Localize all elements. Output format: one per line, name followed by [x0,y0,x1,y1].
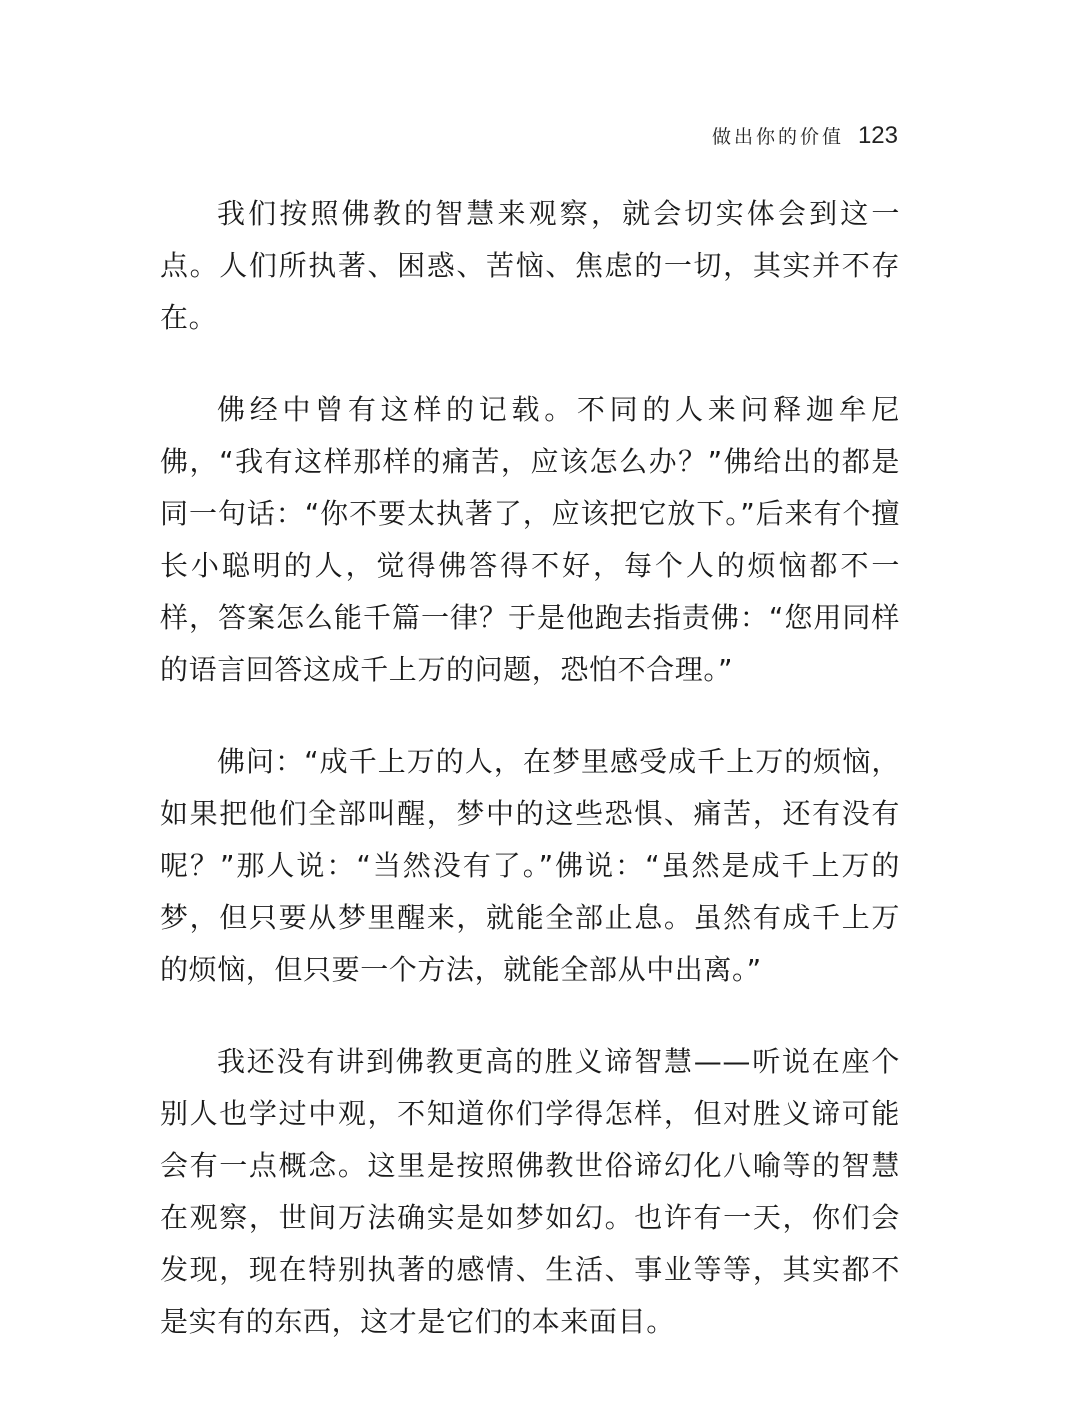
body-text [160,188,900,1388]
paragraph-3: 佛问：“成千上万的人，在梦里感受成千上万的烦恼，如果把他们全部叫醒，梦中的这些恐惧、痛苦，还有没有呢？”那人说：“当然没有了。”佛说：“虽然是成千上万的梦，但只要从梦里醒来，就能全部止息。虽然有成千上万的烦恼，但只要一个方法，就能全部从中出离。” [160,745,900,986]
paragraph-1: 我们按照佛教的智慧来观察，就会切实体会到这一点。人们所执著、困惑、苦恼、焦虑的一切，其实并不存在。 [160,197,900,334]
running-title: 做出你的价值 [711,126,844,148]
running-header [712,122,898,150]
page-number: 123 [857,122,898,149]
paragraph-2: 佛经中曾有这样的记载。不同的人来问释迦牟尼佛，“我有这样那样的痛苦，应该怎么办？”佛给出的都是同一句话：“你不要太执著了，应该把它放下。”后来有个擅长小聪明的人，觉得佛答得不好，每个人的烦恼都不一样，答案怎么能千篇一律？于是他跑去指责佛：“您用同样的语言回答这成千上万的问题，恐怕不合理。” [160,393,900,686]
paragraph-4: 我还没有讲到佛教更高的胜义谛智慧——听说在座个别人也学过中观，不知道你们学得怎样，但对胜义谛可能会有一点概念。这里是按照佛教世俗谛幻化八喻等的智慧在观察，世间万法确实是如梦如幻。也许有一天，你们会发现，现在特别执著的感情、生活、事业等等，其实都不是实有的东西，这才是它们的本来面目。 [160,1045,900,1338]
